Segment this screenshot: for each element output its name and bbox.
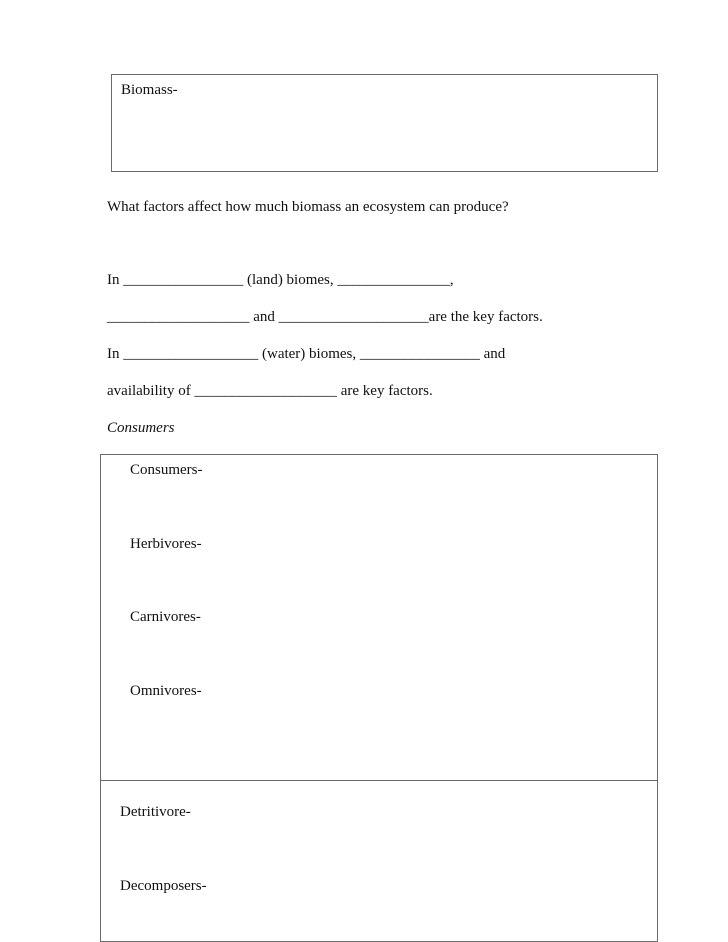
detritivore-label: Detritivore-: [120, 804, 191, 820]
consumers-section-heading: Consumers: [107, 420, 175, 436]
carnivores-label: Carnivores-: [130, 609, 201, 625]
consumers-definitions-box[interactable]: [100, 454, 658, 942]
omnivores-label: Omnivores-: [130, 683, 202, 699]
fill-in-line-4: availability of ___________________ are key factors.: [107, 383, 433, 399]
box-divider: [101, 780, 657, 781]
herbivores-label: Herbivores-: [130, 536, 202, 552]
biomass-label: Biomass-: [121, 82, 178, 98]
consumers-label: Consumers-: [130, 462, 203, 478]
fill-in-line-3: In __________________ (water) biomes, ________________ and: [107, 346, 506, 362]
fill-in-line-2: ___________________ and ____________________are the key factors.: [107, 309, 543, 325]
fill-in-line-1: In ________________ (land) biomes, _______________,: [107, 272, 454, 288]
biomass-definition-box[interactable]: [111, 74, 658, 172]
decomposers-label: Decomposers-: [120, 878, 207, 894]
biomass-factors-question: What factors affect how much biomass an ecosystem can produce?: [107, 199, 509, 215]
